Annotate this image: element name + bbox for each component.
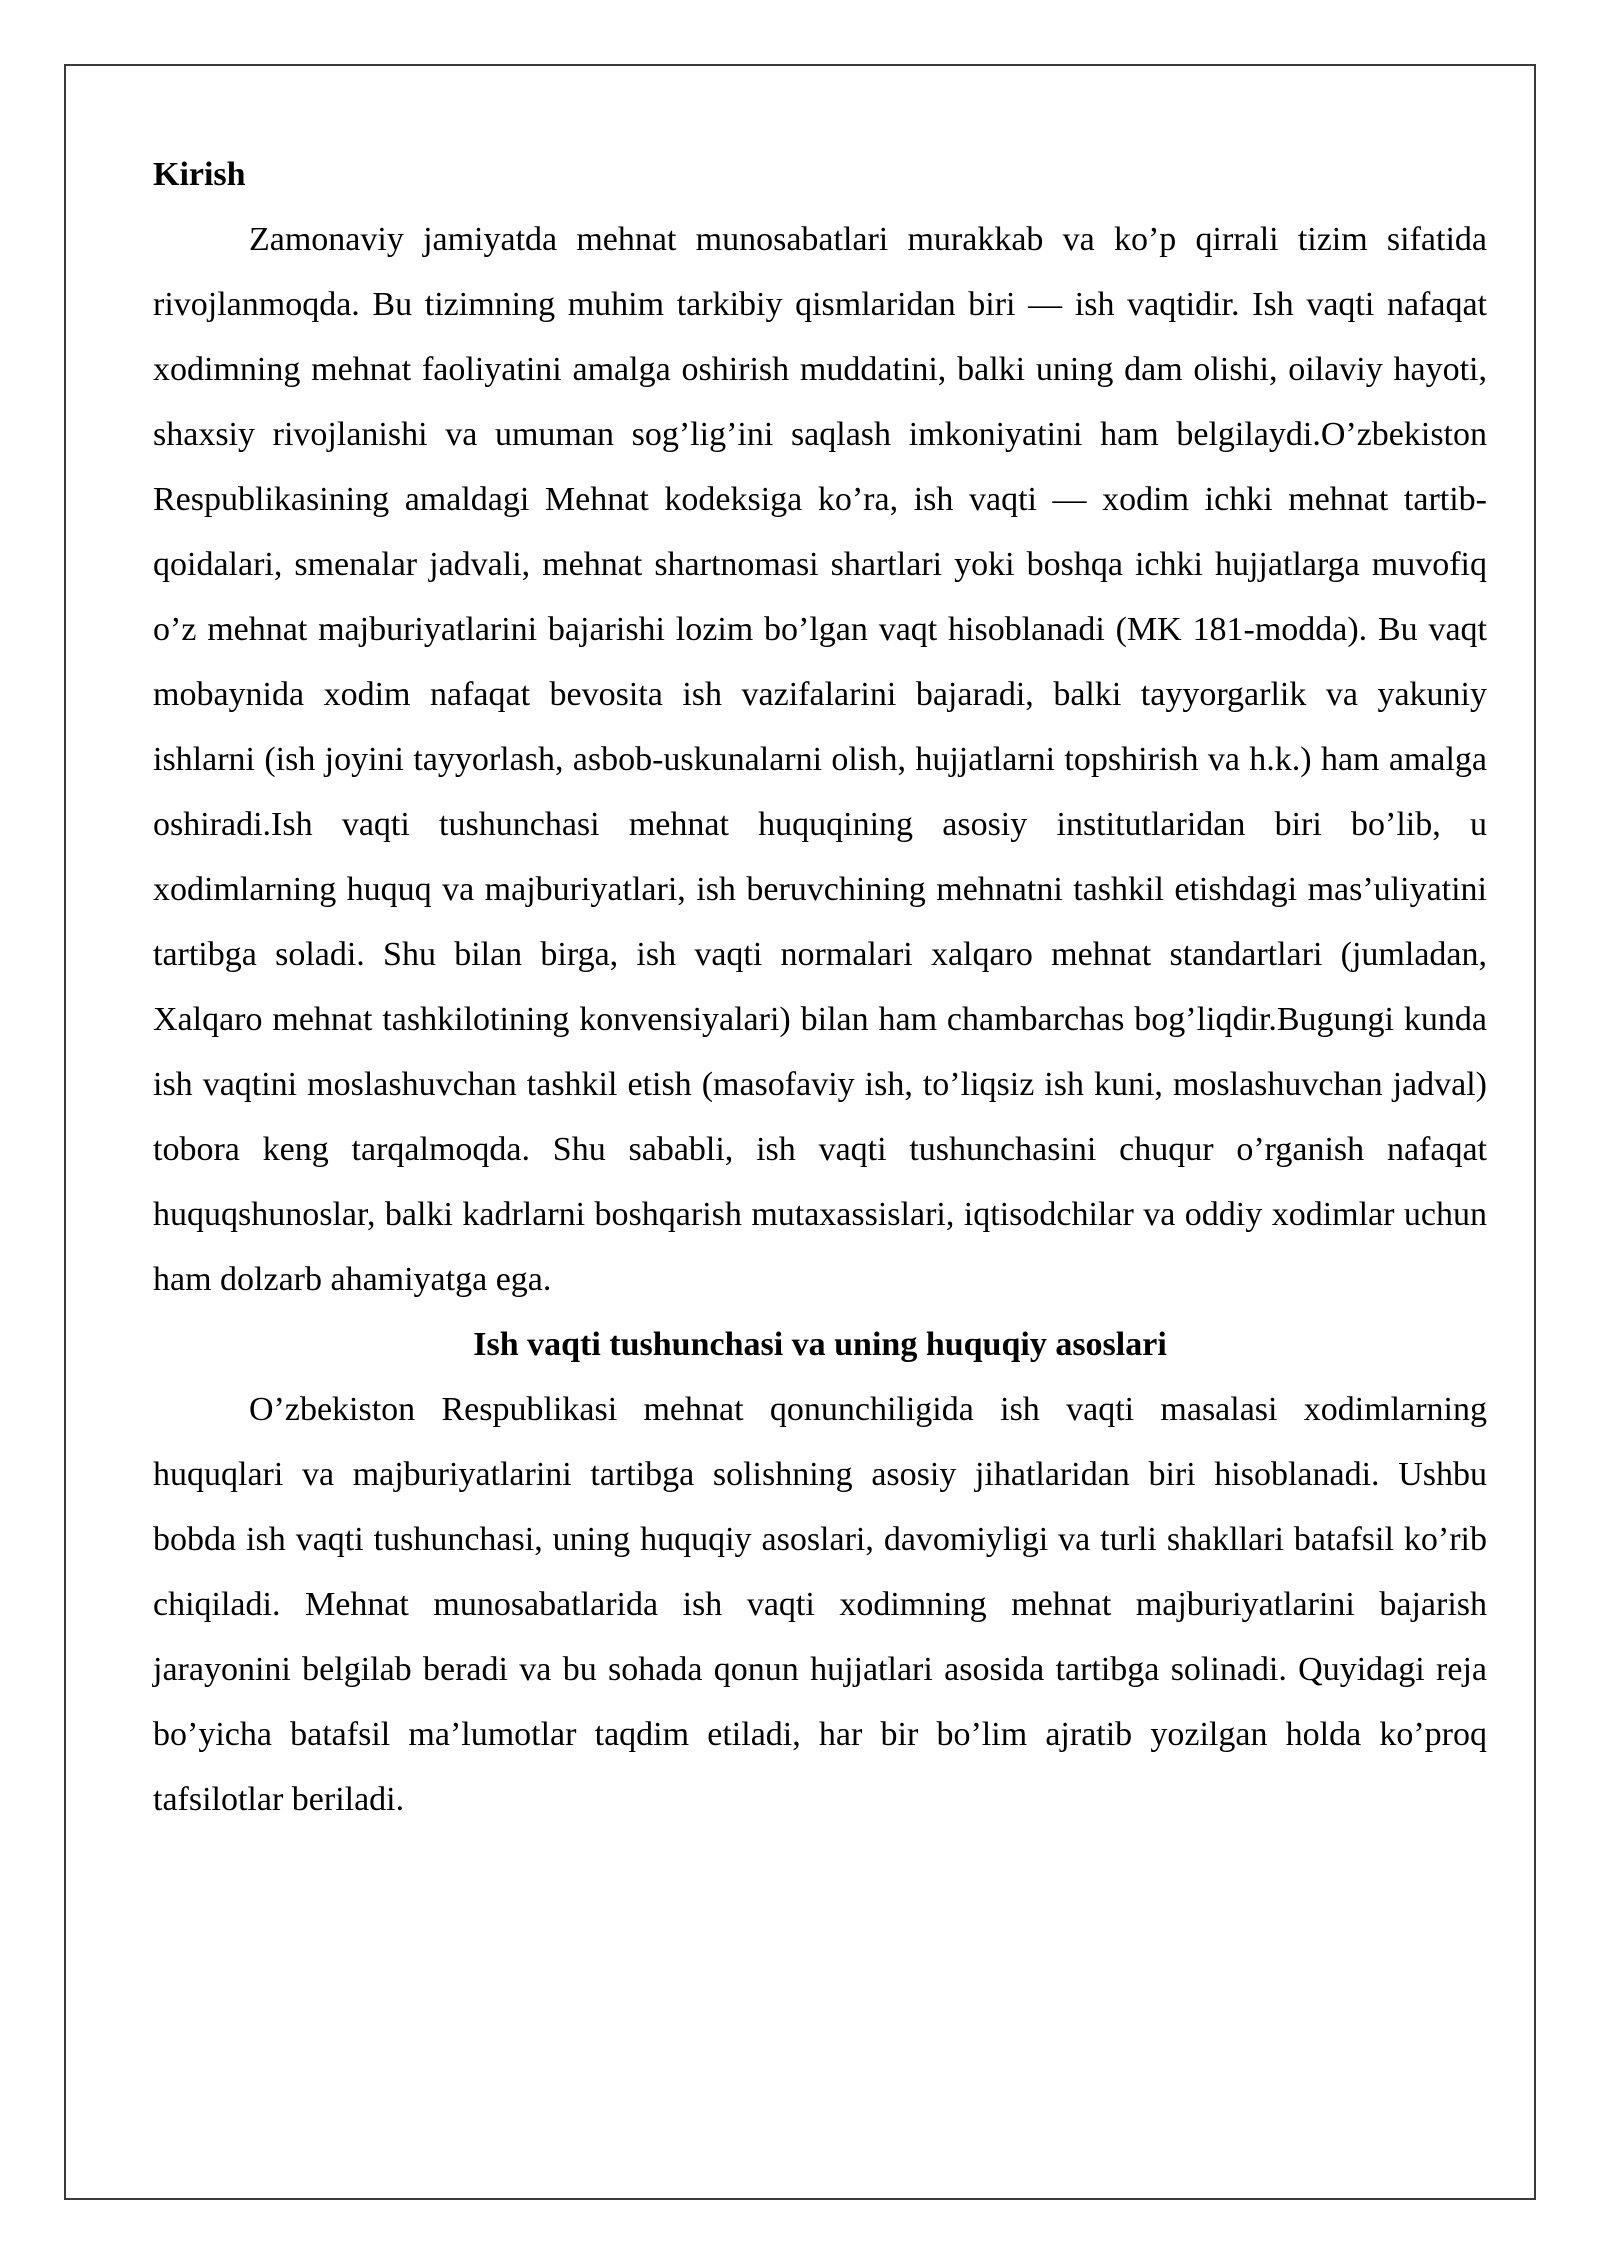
document-body	[153, 142, 1487, 1832]
intro-paragraph: Zamonaviy jamiyatda mehnat munosabatlari murakkab va ko’p qirrali tizim sifatida rivojlanmoqda. Bu tizimning muhim tarkibiy qismlaridan biri — ish vaqtidir. Ish vaqti nafaqat xodimning mehnat faoliyatini amalga oshirish muddatini, balki uning dam olishi, oilaviy hayoti, shaxsiy rivojlanishi va umuman sog’lig’ini saqlash imkoniyatini ham belgilaydi.O’zbekiston Respublikasining amaldagi Mehnat kodeksiga ko’ra, ish vaqti — xodim ichki mehnat tartib-qoidalari, smenalar jadvali, mehnat shartnomasi shartlari yoki boshqa ichki hujjatlarga muvofiq o’z mehnat majburiyatlarini bajarishi lozim bo’lgan vaqt hisoblanadi (MK 181-modda). Bu vaqt mobaynida xodim nafaqat bevosita ish vazifalarini bajaradi, balki tayyorgarlik va yakuniy ishlarni (ish joyini tayyorlash, asbob-uskunalarni olish, hujjatlarni topshirish va h.k.) ham amalga oshiradi.Ish vaqti tushunchasi mehnat huquqining asosiy institutlaridan biri bo’lib, u xodimlarning huquq va majburiyatlari, ish beruvchining mehnatni tashkil etishdagi mas’uliyatini tartibga soladi. Shu bilan birga, ish vaqti normalari xalqaro mehnat standartlari (jumladan, Xalqaro mehnat tashkilotining konvensiyalari) bilan ham chambarchas bog’liqdir.Bugungi kunda ish vaqtini moslashuvchan tashkil etish (masofaviy ish, to’liqsiz ish kuni, moslashuvchan jadval) tobora keng tarqalmoqda. Shu sababli, ish vaqti tushunchasini chuqur o’rganish nafaqat huquqshunoslar, balki kadrlarni boshqarish mutaxassislari, iqtisodchilar va oddiy xodimlar uchun ham dolzarb ahamiyatga ega.	[153, 221, 1487, 1298]
intro-heading: Kirish	[153, 156, 246, 193]
section-paragraph: O’zbekiston Respublikasi mehnat qonunchiligida ish vaqti masalasi xodimlarning huquqlari va majburiyatlarini tartibga solishning asosiy jihatlaridan biri hisoblanadi. Ushbu bobda ish vaqti tushunchasi, uning huquqiy asoslari, davomiyligi va turli shakllari batafsil ko’rib chiqiladi. Mehnat munosabatlarida ish vaqti xodimning mehnat majburiyatlarini bajarish jarayonini belgilab beradi va bu sohada qonun hujjatlari asosida tartibga solinadi. Quyidagi reja bo’yicha batafsil ma’lumotlar taqdim etiladi, har bir bo’lim ajratib yozilgan holda ko’proq tafsilotlar beriladi.	[153, 1391, 1487, 1818]
section-heading: Ish vaqti tushunchasi va uning huquqiy asoslari	[473, 1326, 1167, 1363]
